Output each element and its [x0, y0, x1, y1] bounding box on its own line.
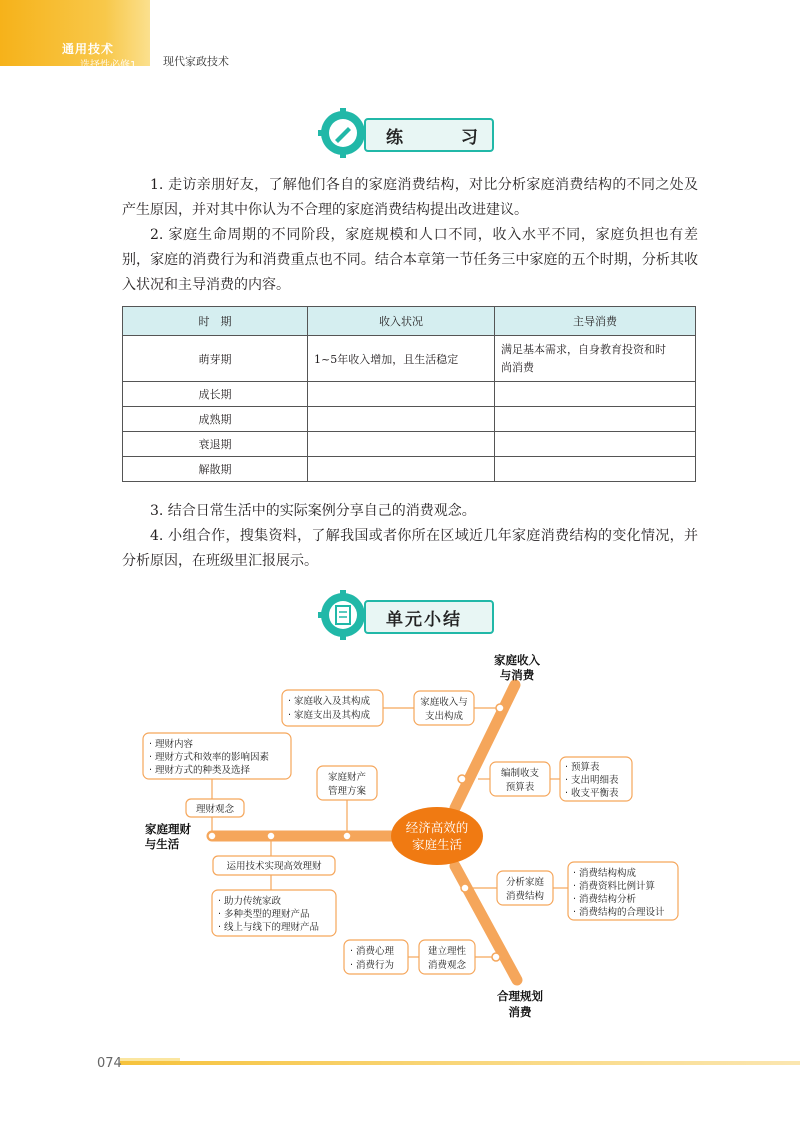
list-tech-item: · 助力传统家政 — [218, 896, 282, 907]
list-budget-item: · 收支平衡表 — [565, 788, 619, 799]
life-cycle-table — [122, 306, 696, 482]
exercise-questions-3-4 — [122, 499, 698, 574]
branch-finance-line2: 与生活 — [144, 837, 180, 851]
table-cell-period: 成长期 — [123, 382, 308, 407]
table-cell-income[interactable] — [308, 382, 495, 407]
table-row — [123, 407, 696, 432]
branch-finance-line1: 家庭理财 — [145, 822, 191, 836]
table-cell-consumption[interactable] — [495, 432, 696, 457]
center-label-line1: 经济高效的 — [405, 820, 469, 835]
table-cell-income: 1~5年收入增加，且生活稳定 — [308, 336, 495, 382]
book-edition: 选择性必修1 — [80, 60, 137, 71]
table-row — [123, 457, 696, 482]
footer-rule — [120, 1061, 800, 1065]
header-corner-decoration — [0, 0, 150, 71]
mindmap-center-ellipse — [391, 807, 483, 865]
node-income-structure-line1: 家庭收入与 — [420, 697, 468, 708]
table-cell-period: 萌芽期 — [123, 336, 308, 382]
node-budget-line1: 编制收支 — [500, 768, 540, 779]
node-build-concept-line1: 建立理性 — [427, 946, 467, 957]
list-budget-item: · 支出明细表 — [565, 775, 619, 786]
list-tech-item: · 多种类型的理财产品 — [218, 909, 310, 920]
list-concept-item: · 理财方式的种类及选择 — [149, 765, 251, 776]
consumption-line: 满足基本需求，自身教育投资和时 — [501, 342, 666, 356]
branch-income-line1: 家庭收入 — [494, 653, 540, 667]
list-budget-item: · 预算表 — [565, 762, 600, 773]
exercise-heading: 练 习 — [386, 128, 504, 148]
node-analysis-line1: 分析家庭 — [505, 877, 545, 888]
gear-document-icon — [318, 590, 368, 640]
list-concept-item: · 理财内容 — [149, 739, 194, 750]
list-analysis-item: · 消费结构分析 — [573, 894, 637, 905]
summary-heading: 单元小结 — [386, 610, 462, 630]
list-tech-item: · 线上与线下的理财产品 — [218, 922, 320, 933]
table-cell-income[interactable] — [308, 432, 495, 457]
table-cell-consumption[interactable] — [495, 457, 696, 482]
question-1: 1. 走访亲朋好友，了解他们各自的家庭消费结构，对比分析家庭消费结构的不同之处及产生原因，并对其中你认为不合理的家庭消费结构提出改进建议。 — [122, 177, 698, 218]
question-4: 4. 小组合作，搜集资料，了解我国或者你所在区域近几年家庭消费结构的变化情况，并分析原因，在班级里汇报展示。 — [122, 528, 698, 569]
list-income-structure-item: · 家庭收入及其构成 — [288, 696, 371, 707]
node-tech-label: 运用技术实现高效理财 — [226, 861, 322, 872]
consumption-line: 尚消费 — [501, 360, 534, 374]
list-analysis-item: · 消费结构的合理设计 — [573, 907, 665, 918]
list-build-item: · 消费行为 — [350, 960, 395, 971]
table-cell-income[interactable] — [308, 457, 495, 482]
table-cell-consumption[interactable] — [495, 382, 696, 407]
book-title: 通用技术 — [62, 42, 115, 56]
list-analysis-item: · 消费结构构成 — [573, 868, 637, 879]
question-3: 3. 结合日常生活中的实际案例分享自己的消费观念。 — [150, 503, 476, 519]
page-number: 074 — [97, 1056, 122, 1071]
list-concept-item: · 理财方式和效率的影响因素 — [149, 752, 270, 763]
table-cell-consumption — [495, 336, 696, 382]
table-cell-period: 衰退期 — [123, 432, 308, 457]
node-property-plan-line1: 家庭财产 — [327, 772, 367, 783]
table-header-period: 时 期 — [123, 307, 308, 336]
exercise-questions-1-2 — [122, 173, 698, 298]
node-analysis-line2: 消费结构 — [505, 891, 545, 902]
gear-pencil-icon — [318, 108, 368, 158]
table-header-income: 收入状况 — [308, 307, 495, 336]
table-cell-income[interactable] — [308, 407, 495, 432]
node-property-plan-line2: 管理方案 — [327, 786, 367, 797]
list-build-item: · 消费心理 — [350, 946, 395, 957]
table-row — [123, 336, 696, 382]
node-income-structure-line2: 支出构成 — [424, 711, 464, 722]
node-build-concept-line2: 消费观念 — [427, 960, 467, 971]
table-header-consumption: 主导消费 — [495, 307, 696, 336]
node-budget-line2: 预算表 — [505, 782, 535, 793]
table-row — [123, 382, 696, 407]
table-cell-consumption[interactable] — [495, 407, 696, 432]
branch-plan-line1: 合理规划 — [497, 989, 543, 1003]
branch-income-line2: 与消费 — [499, 668, 535, 682]
unit-summary-mindmap — [0, 640, 800, 1030]
chapter-title: 现代家政技术 — [163, 55, 229, 68]
list-income-structure-item: · 家庭支出及其构成 — [288, 710, 371, 721]
table-cell-period: 解散期 — [123, 457, 308, 482]
table-cell-period: 成熟期 — [123, 407, 308, 432]
center-label-line2: 家庭生活 — [411, 837, 463, 852]
list-analysis-item: · 消费资料比例计算 — [573, 881, 656, 892]
table-row — [123, 432, 696, 457]
node-concept-label: 理财观念 — [195, 804, 235, 815]
branch-plan-line2: 消费 — [508, 1005, 532, 1019]
question-2: 2. 家庭生命周期的不同阶段，家庭规模和人口不同，收入水平不同，家庭负担也有差别，家庭的消费行为和消费重点也不同。结合本章第一节任务三中家庭的五个时期，分析其收入状况和主导消费的内容。 — [122, 227, 698, 293]
